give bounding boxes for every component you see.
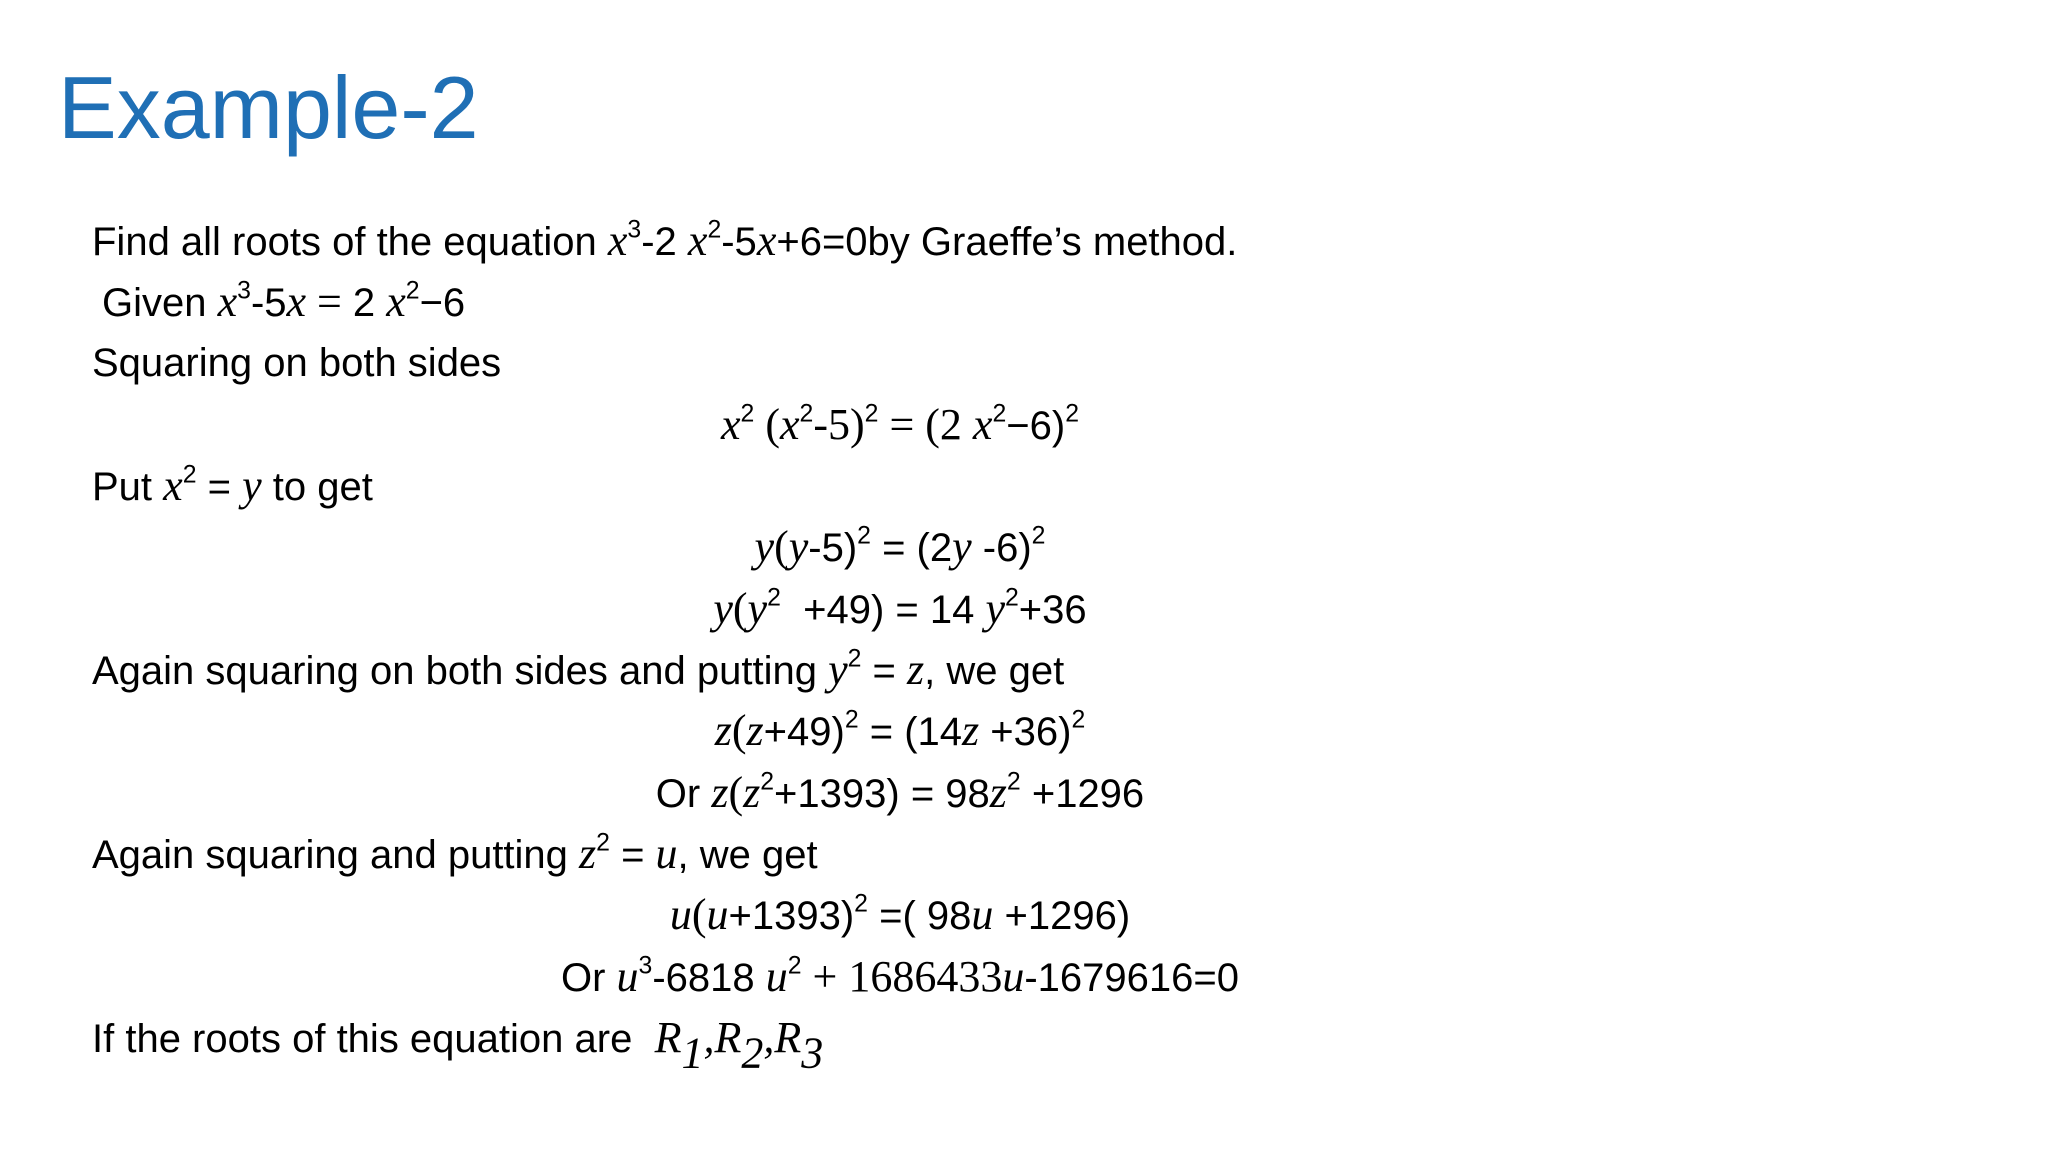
math-var: y [828, 645, 848, 695]
math-text: , [703, 1012, 715, 1062]
math-var: y [754, 522, 775, 572]
equation-line [92, 394, 1708, 455]
text: Or [655, 771, 712, 816]
math-var: x [386, 277, 406, 327]
text: -5 [250, 281, 287, 326]
math-text: , [763, 1012, 775, 1062]
exponent: 3 [638, 952, 653, 980]
math-text: -5) [813, 399, 865, 449]
text: -6818 [652, 955, 766, 1000]
text: = [196, 465, 243, 510]
math-text: ( [731, 706, 747, 756]
text: +36) [979, 710, 1072, 755]
exponent: 2 [760, 768, 775, 796]
equation-line [92, 946, 1708, 1007]
text: If the roots of this equation are [92, 1016, 655, 1061]
subscript: 3 [801, 1028, 824, 1078]
math-var: y [952, 522, 972, 572]
text: =( 98 [867, 894, 972, 939]
text: +36 [1018, 587, 1087, 632]
math-var: z [711, 767, 729, 817]
math-var: u [616, 951, 639, 1001]
step-text-line [92, 639, 1992, 700]
exponent: 2 [854, 890, 868, 918]
math-var: x [780, 399, 800, 449]
math-var: R [654, 1012, 682, 1062]
math-var: R [714, 1012, 742, 1062]
math-var: y [985, 583, 1005, 633]
text: -1679616=0 [1024, 955, 1240, 1000]
exponent: 2 [857, 523, 871, 551]
equation-line [92, 884, 1708, 945]
exponent: 2 [992, 400, 1007, 428]
math-var: x [721, 399, 741, 449]
problem-statement-line [92, 210, 1992, 271]
text: -2 [641, 220, 688, 264]
math-var: x [286, 277, 307, 327]
exponent: 2 [405, 277, 420, 305]
text: +49) [763, 710, 845, 755]
text: , we get [677, 832, 818, 877]
math-var: u [765, 951, 788, 1001]
math-text: ( [774, 522, 789, 572]
math-var: R [774, 1012, 802, 1062]
text: = [609, 832, 656, 877]
text: +1393) [728, 894, 855, 939]
math-text: ( [732, 583, 748, 633]
text: to get [261, 465, 373, 510]
math-var: y [747, 583, 768, 633]
text: -5) [808, 526, 858, 571]
math-var: x [607, 216, 628, 265]
text: = (14 [858, 710, 963, 755]
exponent: 2 [1004, 584, 1019, 612]
exponent: 2 [740, 400, 755, 428]
exponent: 2 [799, 400, 814, 428]
math-var: u [971, 890, 994, 940]
step-text-line [92, 333, 1992, 394]
math-var: x [687, 216, 708, 265]
math-var: u [669, 890, 692, 940]
exponent: 3 [237, 277, 251, 305]
math-var: z [579, 828, 597, 878]
math-var: x [163, 461, 183, 511]
text: , we get [924, 649, 1065, 694]
text: −6) [1006, 403, 1066, 448]
slide-title: Example-2 [58, 58, 479, 157]
text: Again squaring and putting [92, 832, 580, 877]
exponent: 2 [1006, 768, 1021, 796]
equation-line [92, 700, 1708, 761]
equation-line [92, 578, 1708, 639]
equation-line [92, 516, 1708, 577]
exponent: 2 [182, 461, 197, 489]
math-var: u [655, 828, 678, 878]
math-operator: = [306, 277, 353, 327]
text: -5 [721, 220, 757, 264]
math-var: u [1002, 951, 1025, 1001]
exponent: 2 [1031, 523, 1046, 551]
math-var: y [788, 522, 809, 572]
step-text-line [92, 455, 1992, 516]
math-var: z [989, 767, 1007, 817]
exponent: 2 [767, 584, 781, 612]
text: Given [102, 281, 218, 326]
math-var: x [217, 277, 238, 327]
math-var: z [746, 706, 764, 756]
math-operator: = [878, 399, 926, 449]
math-text: ( [754, 399, 780, 449]
math-text: ( [691, 890, 707, 940]
text: +49) = 14 [780, 587, 986, 632]
math-var: y [242, 461, 262, 511]
text: +1393) = 98 [774, 771, 990, 816]
subscript: 1 [681, 1028, 704, 1078]
math-var: z [743, 767, 761, 817]
exponent: 2 [707, 216, 722, 244]
step-text-line [92, 823, 1992, 884]
math-text: ( [728, 767, 744, 817]
exponent: 3 [627, 216, 642, 244]
exponent: 2 [1071, 707, 1086, 735]
exponent: 2 [847, 645, 862, 673]
exponent: 2 [1065, 400, 1079, 428]
equation-line [92, 762, 1708, 823]
math-var: y [713, 583, 733, 633]
text: Put [92, 465, 164, 510]
math-var: u [706, 890, 729, 940]
math-var: z [907, 645, 925, 695]
math-var: z [962, 706, 980, 756]
text: = (2 [870, 526, 953, 571]
slide-body [92, 210, 1992, 1078]
text: Or [560, 955, 617, 1000]
math-var: x [756, 216, 777, 265]
text: Find all roots of the equation [92, 220, 608, 264]
exponent: 2 [864, 400, 879, 428]
text: Squaring on both sides [92, 340, 502, 385]
text: +1296 [1020, 771, 1145, 816]
math-text: + 1686433 [801, 951, 1003, 1001]
math-var: x [972, 399, 993, 449]
text: Again squaring on both sides and putting [92, 649, 829, 694]
math-text: (2 [925, 399, 973, 449]
text: 2 [352, 281, 387, 326]
step-text-line [92, 1007, 1992, 1078]
text: -6) [971, 526, 1032, 571]
exponent: 2 [787, 952, 802, 980]
exponent: 2 [844, 707, 859, 735]
subscript: 2 [741, 1028, 764, 1078]
text: +1296) [993, 894, 1131, 939]
text: = [861, 649, 908, 694]
given-line [92, 271, 1992, 332]
text: +6=0by Graeffe’s method. [776, 220, 1238, 264]
text: −6 [419, 281, 466, 326]
math-var: z [714, 706, 732, 756]
exponent: 2 [596, 829, 610, 857]
